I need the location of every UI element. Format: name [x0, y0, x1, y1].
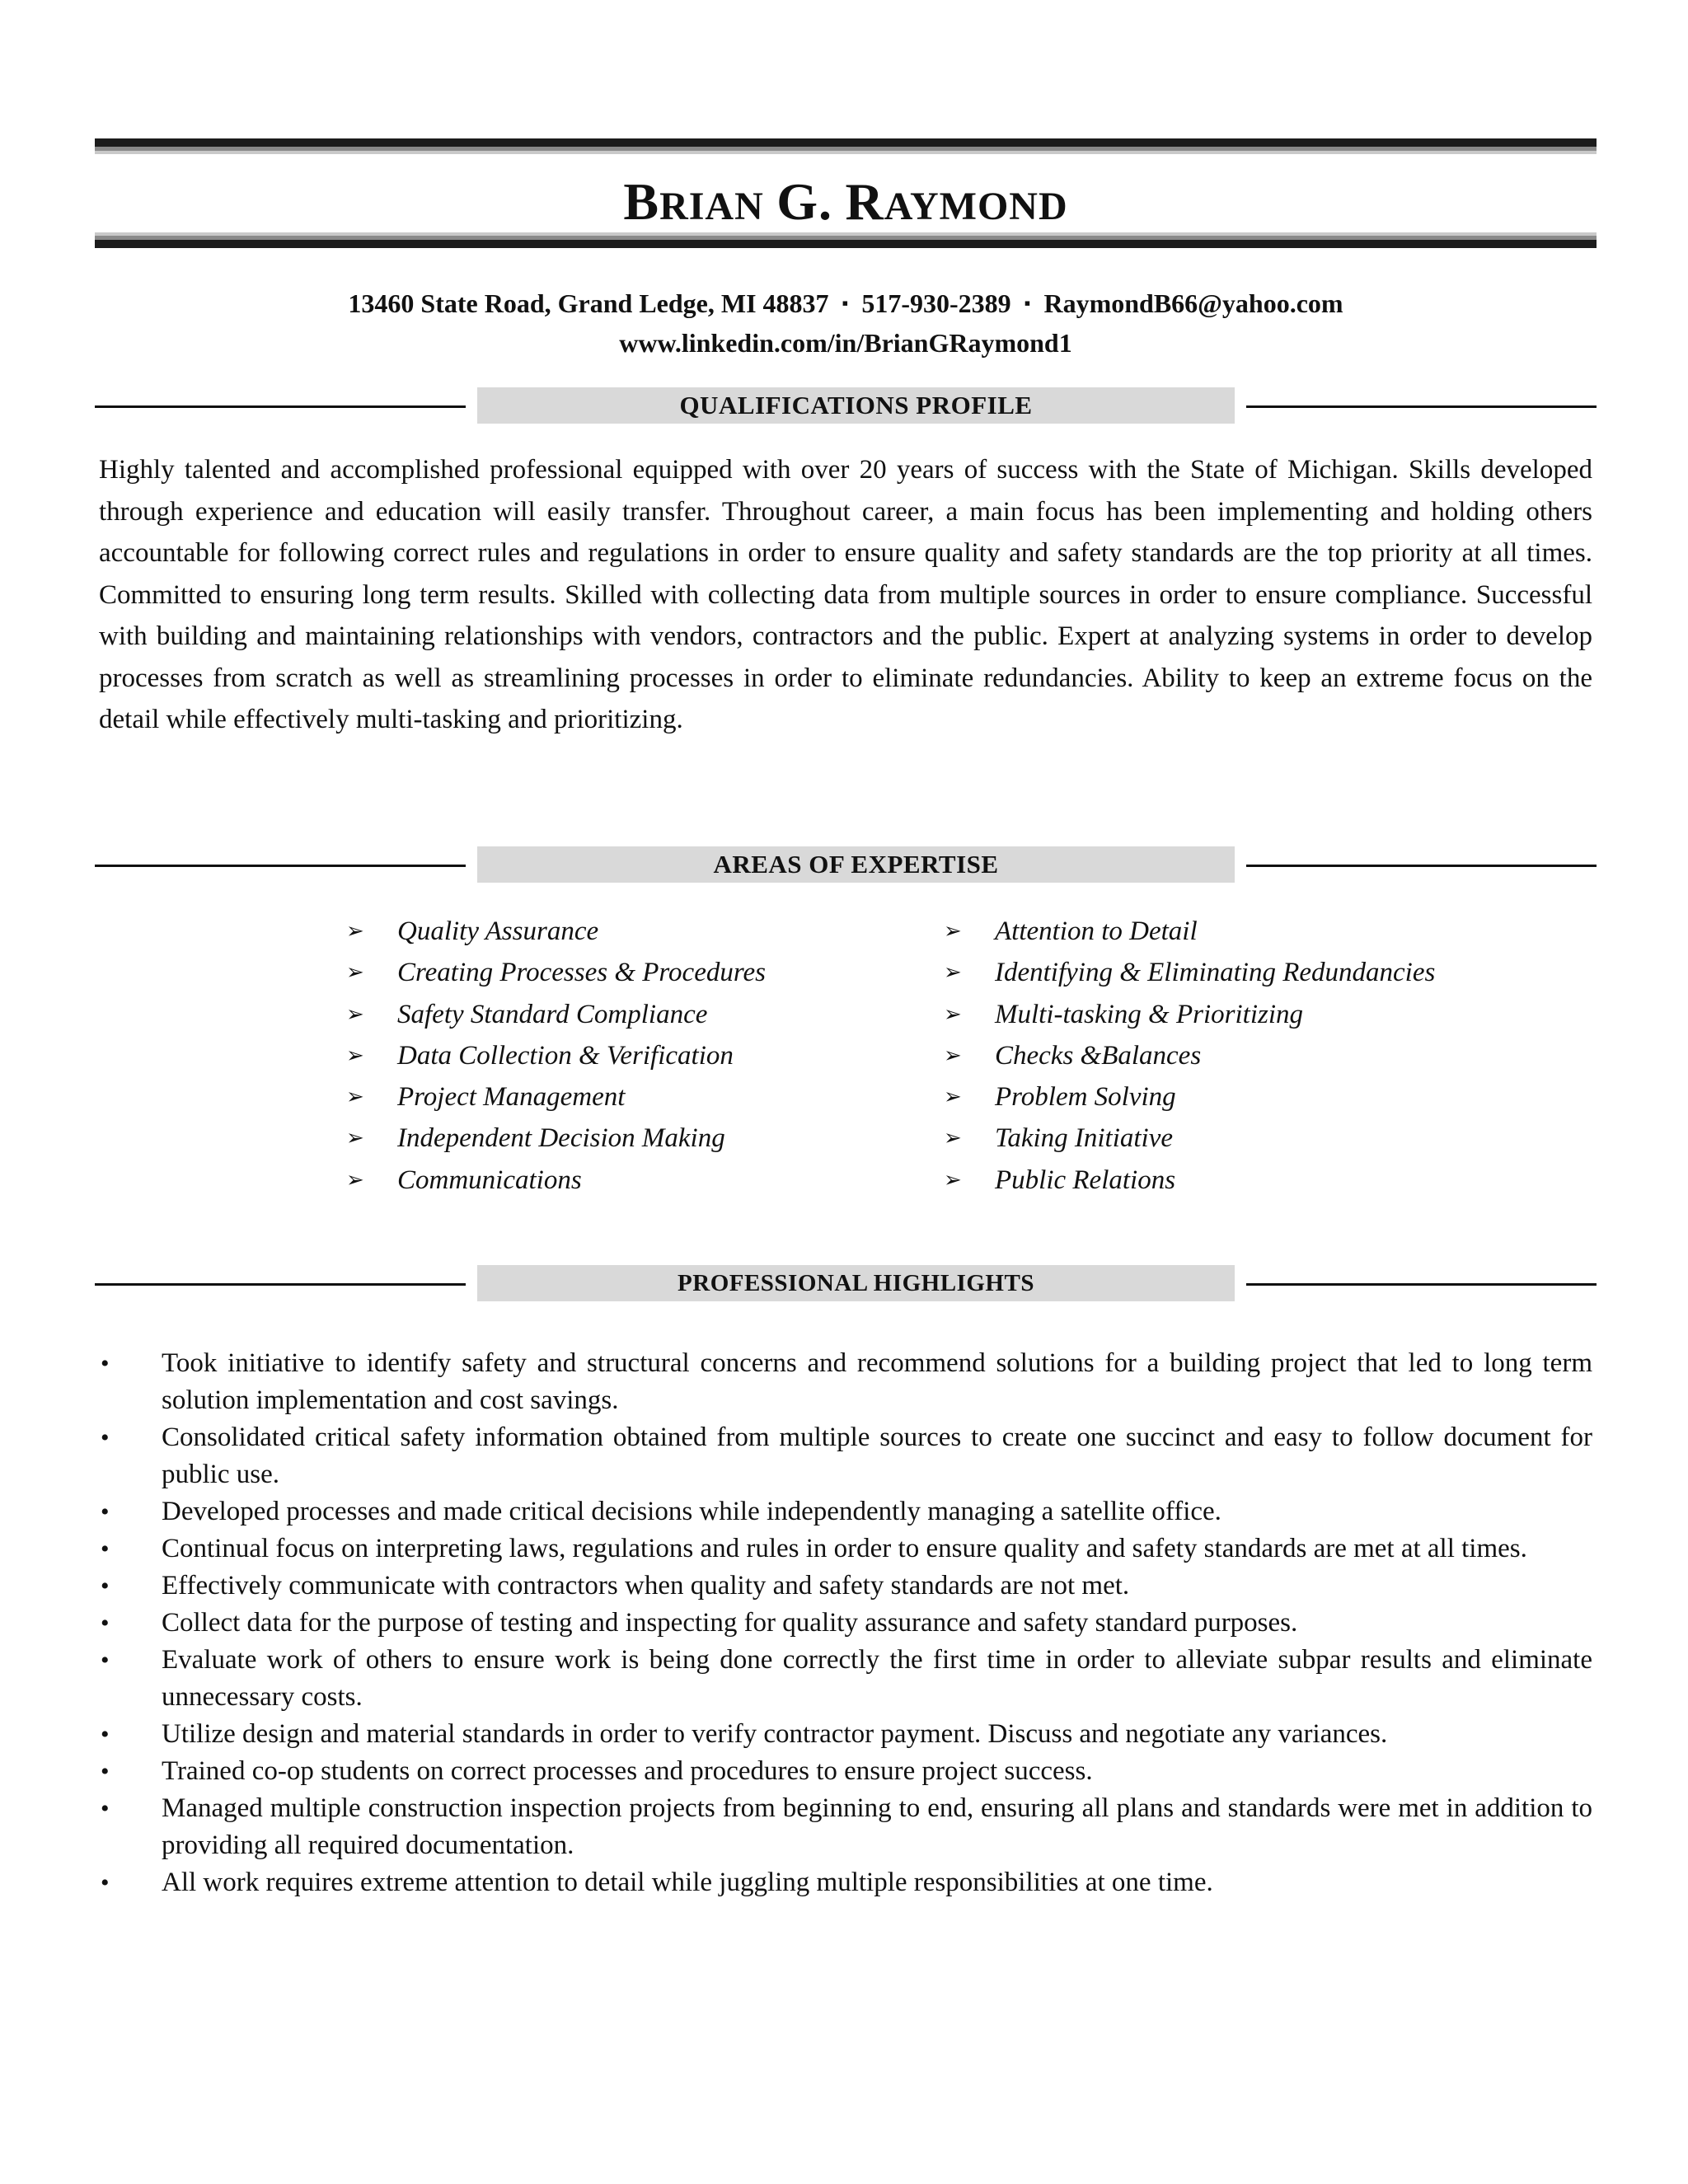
contact-line-1	[95, 284, 1597, 323]
highlights-list	[99, 1345, 1592, 1901]
arrow-bullet-icon: ➢	[944, 919, 962, 943]
arrow-bullet-icon: ➢	[944, 1167, 962, 1192]
contact-phone: 517-930-2389	[861, 288, 1011, 318]
header-top-rule	[95, 138, 1597, 154]
list-item: ➢ Safety Standard Compliance	[346, 994, 907, 1035]
list-item: • Collect data for the purpose of testing and inspecting for quality assurance and safety standard purposes.	[99, 1605, 1592, 1642]
bullet-icon: •	[101, 1424, 110, 1451]
bullet-icon: •	[101, 1869, 110, 1896]
expertise-list-right	[944, 911, 1570, 1201]
list-item: • Consolidated critical safety information obtained from multiple sources to create one succinct and easy to follow document for public use.	[99, 1419, 1592, 1493]
arrow-bullet-icon: ➢	[944, 1043, 962, 1067]
bullet-icon: •	[101, 1758, 110, 1785]
list-item: • Managed multiple construction inspection projects from beginning to end, ensuring all plans and standards were met in addition to providing all required documentation.	[99, 1790, 1592, 1864]
list-item: ➢ Problem Solving	[944, 1076, 1570, 1118]
expertise-heading	[95, 846, 1597, 886]
arrow-bullet-icon: ➢	[944, 1126, 962, 1151]
list-item: ➢ Project Management	[346, 1076, 907, 1118]
contact-email[interactable]: RaymondB66@yahoo.com	[1043, 288, 1343, 318]
arrow-bullet-icon: ➢	[944, 1085, 962, 1109]
header-bottom-rule	[95, 232, 1597, 248]
list-item: • Took initiative to identify safety and structural concerns and recommend solutions for a building project that led to long term solution implementation and cost savings.	[99, 1345, 1592, 1419]
list-item: ➢ Public Relations	[944, 1160, 1570, 1201]
list-item: • All work requires extreme attention to detail while juggling multiple responsibilities at one time.	[99, 1864, 1592, 1901]
list-item: ➢ Data Collection & Verification	[346, 1035, 907, 1076]
section-title: PROFESSIONAL HIGHLIGHTS	[477, 1265, 1235, 1301]
bullet-icon: •	[101, 1350, 110, 1377]
arrow-bullet-icon: ➢	[346, 1085, 364, 1109]
list-item: • Continual focus on interpreting laws, regulations and rules in order to ensure quality and safety standards are met at all times.	[99, 1530, 1592, 1568]
divider	[95, 865, 466, 867]
qualifications-text: Highly talented and accomplished professional equipped with over 20 years of success with the State of Michigan. Skills developed through experience and education will easily transfer. Throughout career, a main focus has been implementing and holding others accountable for following correct rules and regulations in order to ensure quality and safety standards are the top priority at all times. Committed to ensuring long term results. Skilled with collecting data from multiple sources in order to ensure compliance. Successful with building and maintaining relationships with vendors, contractors and the public. Expert at analyzing systems in order to develop processes from scratch as well as streamlining processes in order to eliminate redundancies. Ability to keep an extreme focus on the detail while effectively multi-tasking and prioritizing.	[99, 455, 1592, 734]
arrow-bullet-icon: ➢	[346, 960, 364, 985]
list-item: ➢ Creating Processes & Procedures	[346, 952, 907, 993]
section-title: QUALIFICATIONS PROFILE	[477, 387, 1235, 424]
arrow-bullet-icon: ➢	[346, 1167, 364, 1192]
divider	[95, 1283, 466, 1286]
expertise-list-left	[346, 911, 907, 1201]
highlights-heading	[95, 1265, 1597, 1305]
bullet-icon: •	[101, 1721, 110, 1748]
contact-block	[95, 284, 1597, 363]
separator-icon: ▪	[1024, 293, 1031, 313]
candidate-name: BRIAN G. RAYMOND	[623, 172, 1068, 231]
contact-address: 13460 State Road, Grand Ledge, MI 48837	[348, 288, 829, 318]
divider	[1246, 405, 1597, 408]
list-item: ➢ Attention to Detail	[944, 911, 1570, 952]
list-item: ➢ Multi-tasking & Prioritizing	[944, 994, 1570, 1035]
list-item: • Evaluate work of others to ensure work is being done correctly the first time in order to alleviate subpar results and eliminate unnecessary costs.	[99, 1642, 1592, 1716]
qualifications-heading	[95, 387, 1597, 427]
bullet-icon: •	[101, 1498, 110, 1526]
arrow-bullet-icon: ➢	[346, 1126, 364, 1151]
divider	[1246, 1283, 1597, 1286]
list-item: ➢ Communications	[346, 1160, 907, 1201]
list-item: • Utilize design and material standards in order to verify contractor payment. Discuss and negotiate any variances.	[99, 1716, 1592, 1753]
list-item: ➢ Independent Decision Making	[346, 1118, 907, 1159]
arrow-bullet-icon: ➢	[346, 1001, 364, 1026]
list-item: • Developed processes and made critical decisions while independently managing a satellite office.	[99, 1493, 1592, 1530]
list-item: • Trained co-op students on correct processes and procedures to ensure project success.	[99, 1753, 1592, 1790]
arrow-bullet-icon: ➢	[944, 1001, 962, 1026]
list-item: ➢ Taking Initiative	[944, 1118, 1570, 1159]
bullet-icon: •	[101, 1647, 110, 1674]
arrow-bullet-icon: ➢	[346, 919, 364, 943]
section-title: AREAS OF EXPERTISE	[477, 846, 1235, 883]
bullet-icon: •	[101, 1572, 110, 1600]
arrow-bullet-icon: ➢	[346, 1043, 364, 1067]
list-item: ➢ Identifying & Eliminating Redundancies	[944, 952, 1570, 993]
bullet-icon: •	[101, 1610, 110, 1637]
list-item: ➢ Checks &Balances	[944, 1035, 1570, 1076]
list-item: • Effectively communicate with contractors when quality and safety standards are not met.	[99, 1568, 1592, 1605]
divider	[1246, 865, 1597, 867]
bullet-icon: •	[101, 1535, 110, 1563]
divider	[95, 405, 466, 408]
separator-icon: ▪	[842, 293, 849, 313]
arrow-bullet-icon: ➢	[944, 960, 962, 985]
list-item: ➢ Quality Assurance	[346, 911, 907, 952]
bullet-icon: •	[101, 1795, 110, 1822]
contact-linkedin[interactable]: www.linkedin.com/in/BrianGRaymond1	[619, 328, 1072, 358]
